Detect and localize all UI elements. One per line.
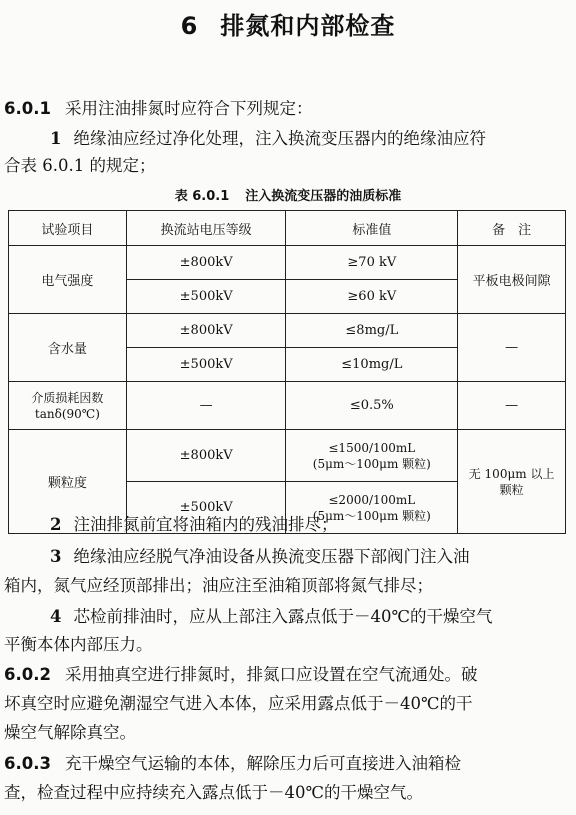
- header-remarks: 备 注: [458, 211, 566, 246]
- cell-value: ≤10mg/L: [286, 348, 458, 382]
- item-3-line2: 箱内，氮气应经顶部排出；油应注至油箱顶部将氮气排尽；: [4, 576, 433, 595]
- item-1-line1: [50, 128, 486, 150]
- header-test-item: 试验项目: [9, 211, 127, 246]
- table-header-row: [9, 211, 566, 246]
- item-1-line2: 合表 6.0.1 的规定；: [4, 156, 156, 175]
- oil-quality-table: [8, 210, 566, 534]
- cell-note: [458, 430, 566, 534]
- cell-note-line2: 颗粒: [499, 482, 524, 497]
- cell-item: 电气强度: [9, 246, 127, 314]
- cell-level: ±500kV: [126, 482, 286, 534]
- item-number: 3: [50, 547, 62, 566]
- cell-value: ≥70 kV: [286, 246, 458, 280]
- clause-6-0-2-line3: 燥空气解除真空。: [4, 723, 136, 742]
- item-4-line2: 平衡本体内部压力。: [4, 635, 153, 654]
- cell-value: ≥60 kV: [286, 280, 458, 314]
- clause-text: 采用抽真空进行排氮时，排氮口应设置在空气流通处。破: [64, 665, 478, 684]
- item-2: [50, 514, 337, 536]
- cell-item: 颗粒度: [9, 430, 127, 534]
- item-3-line1: [50, 546, 469, 568]
- cell-value: ≤8mg/L: [286, 314, 458, 348]
- cell-level: ±800kV: [126, 430, 286, 482]
- clause-number: 6.0.2: [4, 665, 51, 684]
- cell-level: ±500kV: [126, 280, 286, 314]
- cell-level: ±800kV: [126, 314, 286, 348]
- cell-item-line2: tanδ(90℃): [34, 406, 100, 421]
- cell-value: ≤0.5%: [286, 382, 458, 430]
- cell-item: [9, 382, 127, 430]
- cell-level: ±800kV: [126, 246, 286, 280]
- section-title: [0, 6, 576, 41]
- cell-value-line2: (5μm～100μm 颗粒): [312, 456, 431, 471]
- item-text: 芯检前排油时，应从上部注入露点低于－40℃的干燥空气: [73, 607, 493, 626]
- item-4-line1: [50, 606, 492, 628]
- table-caption-number: 表 6.0.1: [174, 189, 230, 204]
- section-heading: 排氮和内部检查: [220, 12, 396, 40]
- cell-level: —: [126, 382, 286, 430]
- header-voltage-level: 换流站电压等级: [126, 211, 286, 246]
- clause-text: 采用注油排氮时应符合下列规定：: [64, 99, 313, 118]
- clause-number: 6.0.1: [4, 99, 51, 118]
- table-row: [9, 314, 566, 348]
- item-text: 绝缘油应经脱气净油设备从换流变压器下部阀门注入油: [73, 547, 470, 566]
- table-row: [9, 246, 566, 280]
- cell-note: —: [458, 382, 566, 430]
- clause-6-0-3-line2: 查，检查过程中应持续充入露点低于－40℃的干燥空气。: [4, 783, 423, 802]
- header-standard-value: 标准值: [286, 211, 458, 246]
- clause-6-0-2-line1: [4, 664, 477, 686]
- cell-value-line2: (5μm～100μm 颗粒): [312, 508, 431, 523]
- table-row: [9, 382, 566, 430]
- table-row: [9, 430, 566, 482]
- item-text: 绝缘油应经过净化处理，注入换流变压器内的绝缘油应符: [73, 129, 486, 148]
- cell-item: 含水量: [9, 314, 127, 382]
- item-text: 注油排氮前宜将油箱内的残油排尽；: [73, 515, 338, 534]
- item-number: 2: [50, 515, 62, 534]
- cell-note-line1: 无 100μm 以上: [468, 466, 555, 481]
- item-number: 1: [50, 129, 62, 148]
- clause-6-0-1: [4, 98, 312, 120]
- cell-level: ±500kV: [126, 348, 286, 382]
- table-caption: [0, 185, 576, 204]
- section-number: 6: [180, 12, 199, 40]
- cell-value-line1: ≤2000/100mL: [328, 492, 416, 507]
- clause-6-0-3-line1: [4, 753, 461, 775]
- cell-value-line1: ≤1500/100mL: [328, 440, 416, 455]
- cell-note: 平板电极间隙: [458, 246, 566, 314]
- cell-note: —: [458, 314, 566, 382]
- item-number: 4: [50, 607, 62, 626]
- cell-value: [286, 430, 458, 482]
- clause-number: 6.0.3: [4, 754, 51, 773]
- clause-6-0-2-line2: 坏真空时应避免潮湿空气进入本体，应采用露点低于－40℃的干: [4, 694, 473, 713]
- table-caption-title: 注入换流变压器的油质标准: [245, 189, 402, 204]
- cell-item-line1: 介质损耗因数: [31, 390, 104, 405]
- clause-text: 充干燥空气运输的本体，解除压力后可直接进入油箱检: [64, 754, 461, 773]
